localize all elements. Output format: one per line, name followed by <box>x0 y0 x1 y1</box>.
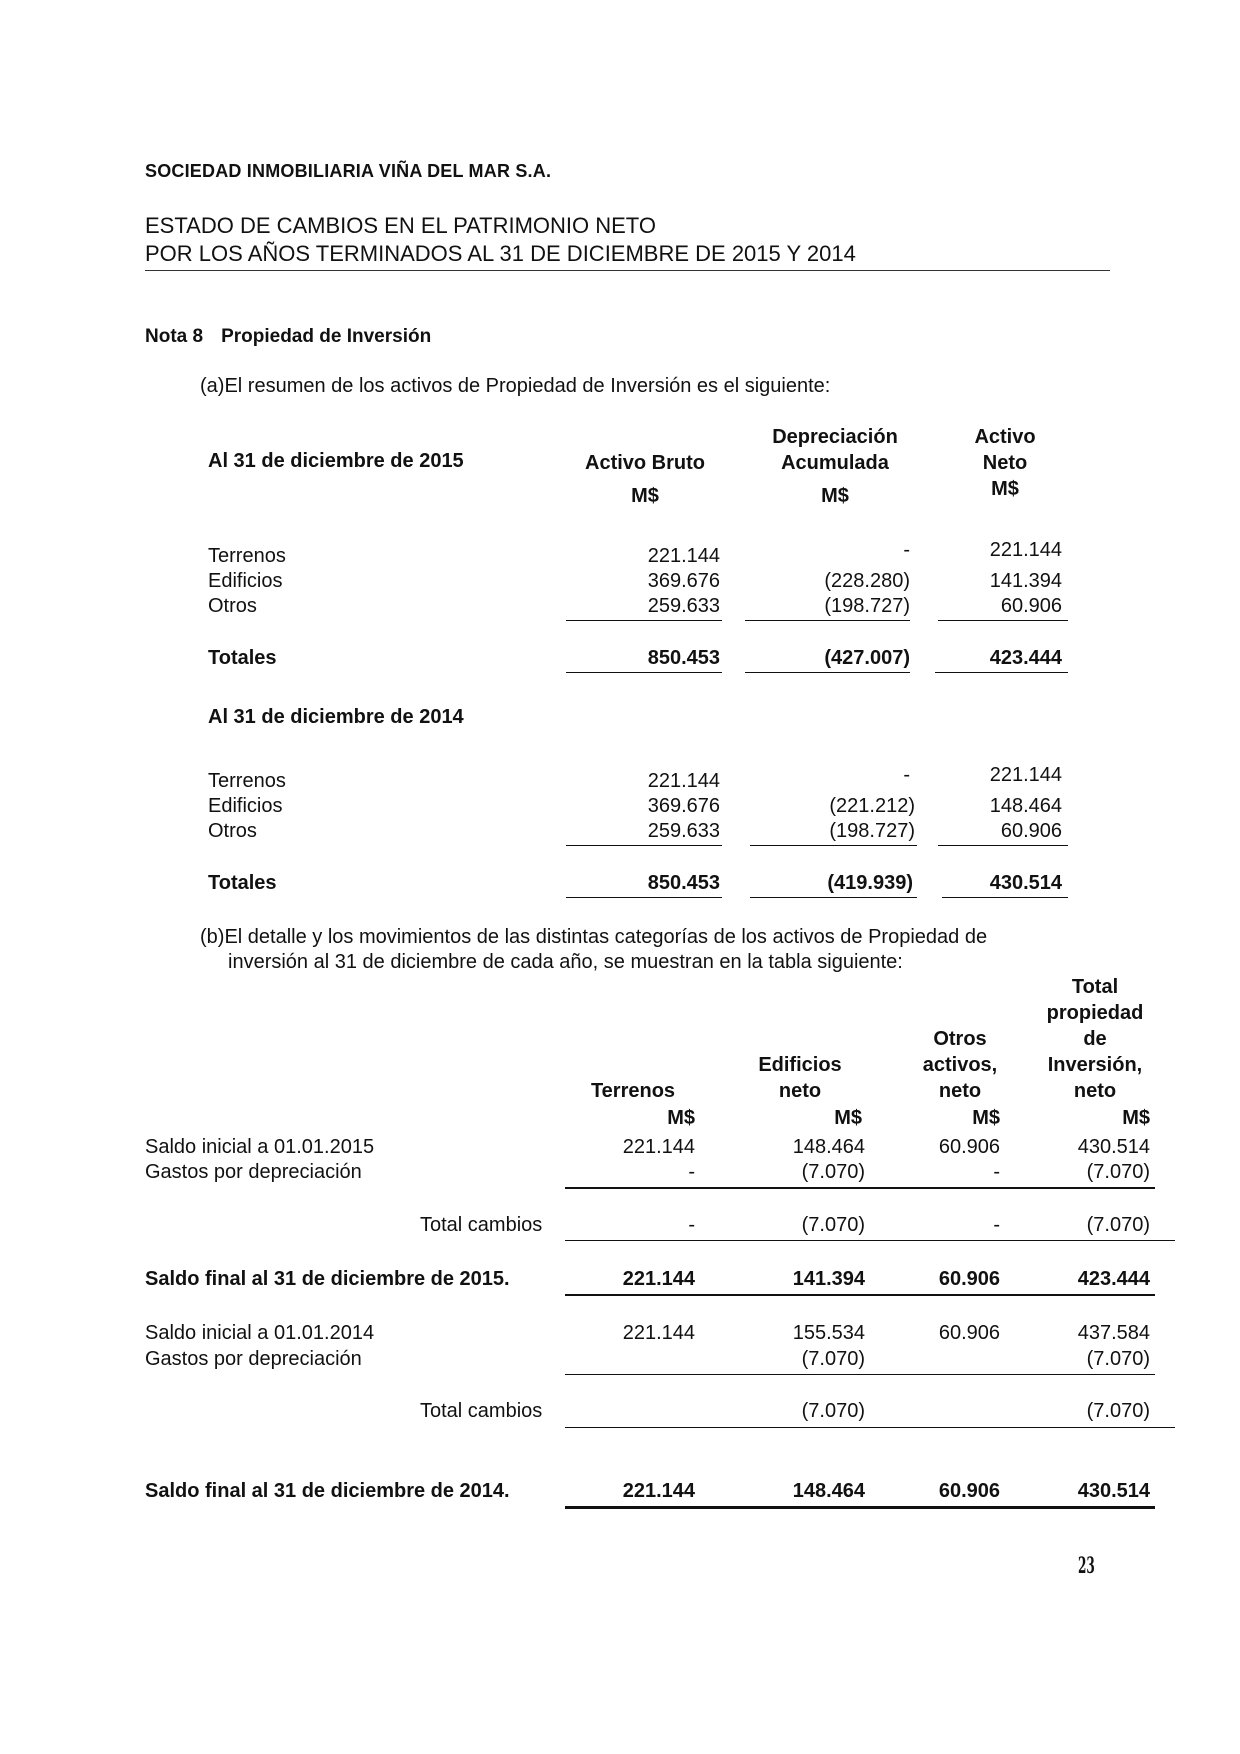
subtotal-rule <box>565 1374 1155 1375</box>
note-heading <box>145 326 431 348</box>
row-label: Edificios <box>208 570 283 592</box>
col-currency: M$ <box>972 1107 1000 1129</box>
cell-otros: 60.906 <box>938 1268 1000 1290</box>
section-a-intro: (a)El resumen de los activos de Propiedad de Inversión es el siguiente: <box>200 375 831 397</box>
cell-neto: 60.906 <box>1000 595 1062 617</box>
cell-edificios: 141.394 <box>792 1268 865 1290</box>
cell-bruto: 259.633 <box>647 820 720 842</box>
cell-edificios: (7.070) <box>801 1348 865 1370</box>
col-otros-l2: activos, <box>922 1054 998 1076</box>
cell-terrenos: 221.144 <box>622 1268 695 1290</box>
cell-edificios: 148.464 <box>792 1136 865 1158</box>
total-rule <box>565 1506 1155 1509</box>
total-rule <box>566 672 722 673</box>
total-dep: (427.007) <box>824 647 910 669</box>
cell-otros: 60.906 <box>938 1136 1000 1158</box>
cell-dep: - <box>903 764 910 786</box>
col-currency: M$ <box>991 478 1019 500</box>
cell-total: (7.070) <box>1086 1214 1150 1236</box>
col-activo-neto-l1: Activo <box>974 426 1036 448</box>
total-rule <box>750 897 917 898</box>
col-otros-l1: Otros <box>933 1028 987 1050</box>
subtotal-rule <box>565 1240 1175 1241</box>
cell-bruto: 221.144 <box>647 545 720 567</box>
total-dep: (419.939) <box>827 872 913 894</box>
col-currency: M$ <box>821 485 849 507</box>
cell-otros: - <box>993 1214 1000 1236</box>
header-divider <box>145 270 1110 271</box>
cell-neto: 148.464 <box>989 795 1062 817</box>
cell-terrenos: - <box>688 1214 695 1236</box>
company-name: SOCIEDAD INMOBILIARIA VIÑA DEL MAR S.A. <box>145 161 552 181</box>
cell-bruto: 221.144 <box>647 770 720 792</box>
cell-neto: 221.144 <box>989 539 1062 561</box>
cell-bruto: 259.633 <box>647 595 720 617</box>
cell-otros: 60.906 <box>938 1480 1000 1502</box>
cell-total: 437.584 <box>1077 1322 1150 1344</box>
subtotal-rule <box>565 1427 1175 1428</box>
cell-neto: 221.144 <box>989 764 1062 786</box>
row-label: Gastos por depreciación <box>145 1348 362 1370</box>
col-currency: M$ <box>631 485 659 507</box>
col-total-l1: Total <box>1071 976 1119 998</box>
row-label: Saldo inicial a 01.01.2014 <box>145 1322 375 1344</box>
section-b-intro-line2: inversión al 31 de diciembre de cada año, se muestran en la tabla siguiente: <box>228 951 903 973</box>
total-rule <box>566 897 722 898</box>
year-2015-heading: Al 31 de diciembre de 2015 <box>208 450 464 472</box>
col-total-l2: propiedad <box>1046 1002 1144 1024</box>
col-total-l3: de <box>1083 1028 1107 1050</box>
cell-otros: - <box>993 1161 1000 1183</box>
cell-neto: 141.394 <box>989 570 1062 592</box>
section-b-intro-line1: (b)El detalle y los movimientos de las distintas categorías de los activos de Propiedad de <box>200 926 988 948</box>
total-rule <box>935 672 1068 673</box>
col-currency: M$ <box>667 1107 695 1129</box>
note-title: Propiedad de Inversión <box>221 326 432 347</box>
col-total-l5: neto <box>1073 1080 1117 1102</box>
cell-total: (7.070) <box>1086 1161 1150 1183</box>
total-rule <box>745 672 910 673</box>
cell-terrenos: - <box>688 1161 695 1183</box>
row-label: Saldo final al 31 de diciembre de 2014. <box>145 1480 510 1502</box>
cell-dep: (221.212) <box>829 795 915 817</box>
row-label: Terrenos <box>208 770 286 792</box>
page-number: 23 <box>1078 1553 1095 1579</box>
cell-bruto: 369.676 <box>647 570 720 592</box>
cell-edificios: (7.070) <box>801 1400 865 1422</box>
col-activo-neto-l2: Neto <box>982 452 1028 474</box>
cell-total: 423.444 <box>1077 1268 1150 1290</box>
subtotal-rule <box>565 1187 1155 1189</box>
cell-edificios: 148.464 <box>792 1480 865 1502</box>
total-rule <box>942 897 1068 898</box>
subtotal-rule <box>745 620 910 621</box>
cell-terrenos: 221.144 <box>622 1480 695 1502</box>
cell-otros: 60.906 <box>938 1322 1000 1344</box>
cell-neto: 60.906 <box>1000 820 1062 842</box>
total-rule <box>565 1294 1155 1296</box>
cell-total: (7.070) <box>1086 1400 1150 1422</box>
row-label: Gastos por depreciación <box>145 1161 362 1183</box>
cell-dep: (198.727) <box>824 595 910 617</box>
total-label: Totales <box>208 872 277 894</box>
col-total-l4: Inversión, <box>1047 1054 1143 1076</box>
note-number: Nota 8 <box>145 326 204 347</box>
report-title-line1: ESTADO DE CAMBIOS EN EL PATRIMONIO NETO <box>145 213 656 238</box>
cell-dep: (228.280) <box>824 570 910 592</box>
row-label: Total cambios <box>420 1400 543 1422</box>
col-activo-bruto: Activo Bruto <box>585 452 705 474</box>
cell-total: (7.070) <box>1086 1348 1150 1370</box>
row-label: Saldo inicial a 01.01.2015 <box>145 1136 375 1158</box>
subtotal-rule <box>566 845 722 846</box>
col-otros-l3: neto <box>938 1080 982 1102</box>
subtotal-rule <box>566 620 722 621</box>
row-label: Otros <box>208 595 257 617</box>
cell-edificios: 155.534 <box>792 1322 865 1344</box>
col-currency: M$ <box>834 1107 862 1129</box>
total-neto: 430.514 <box>989 872 1062 894</box>
col-edificios-l1: Edificios <box>758 1054 842 1076</box>
subtotal-rule <box>938 845 1068 846</box>
cell-terrenos: 221.144 <box>622 1136 695 1158</box>
col-edificios-l2: neto <box>778 1080 822 1102</box>
cell-total: 430.514 <box>1077 1136 1150 1158</box>
total-bruto: 850.453 <box>647 647 720 669</box>
total-neto: 423.444 <box>989 647 1062 669</box>
total-label: Totales <box>208 647 277 669</box>
cell-total: 430.514 <box>1077 1480 1150 1502</box>
cell-edificios: (7.070) <box>801 1161 865 1183</box>
subtotal-rule <box>938 620 1068 621</box>
col-depreciacion-l2: Acumulada <box>781 452 889 474</box>
cell-edificios: (7.070) <box>801 1214 865 1236</box>
cell-bruto: 369.676 <box>647 795 720 817</box>
report-title-line2: POR LOS AÑOS TERMINADOS AL 31 DE DICIEMBRE DE 2015 Y 2014 <box>145 241 856 266</box>
row-label: Terrenos <box>208 545 286 567</box>
row-label: Otros <box>208 820 257 842</box>
row-label: Edificios <box>208 795 283 817</box>
year-2014-heading: Al 31 de diciembre de 2014 <box>208 706 464 728</box>
cell-dep: (198.727) <box>829 820 915 842</box>
total-bruto: 850.453 <box>647 872 720 894</box>
row-label: Total cambios <box>420 1214 543 1236</box>
cell-terrenos: 221.144 <box>622 1322 695 1344</box>
col-terrenos: Terrenos <box>590 1080 676 1102</box>
cell-dep: - <box>903 539 910 561</box>
subtotal-rule <box>750 845 917 846</box>
col-depreciacion-l1: Depreciación <box>772 426 898 448</box>
col-currency: M$ <box>1122 1107 1150 1129</box>
row-label: Saldo final al 31 de diciembre de 2015. <box>145 1268 510 1290</box>
